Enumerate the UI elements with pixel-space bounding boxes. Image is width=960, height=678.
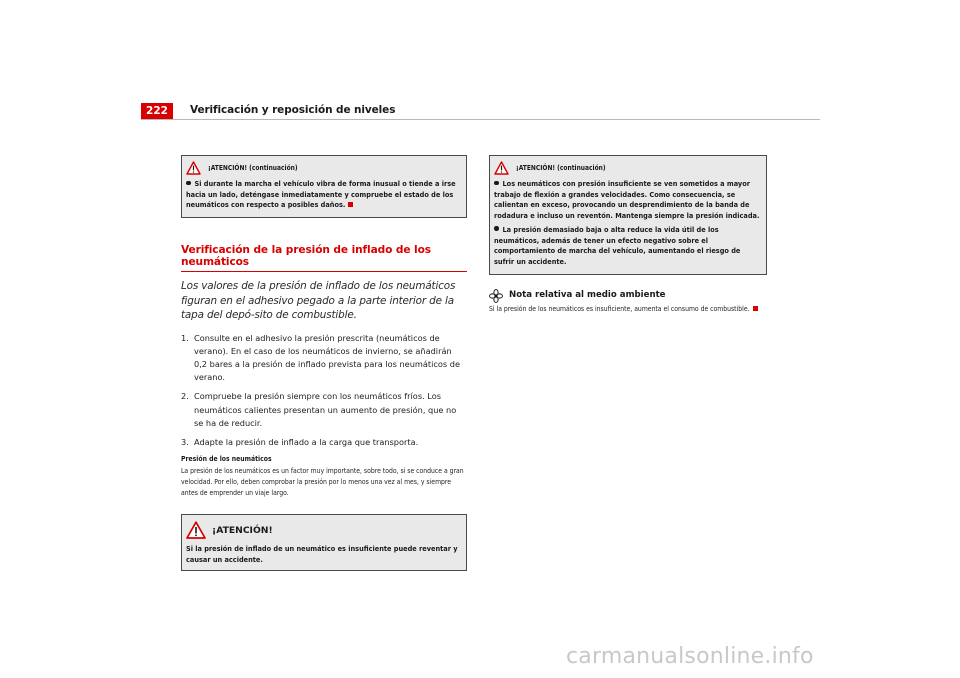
environment-note-text: Si la presión de los neumáticos es insuficiente, aumenta el consumo de combustible. [489,304,750,313]
warning-continuation-box [181,155,467,218]
section-heading: Verificación de la presión de inflado de los neumáticos [181,244,431,269]
bullet-icon [186,181,191,186]
step-text: Consulte en el adhesivo la presión prescrita (neumáticos de verano). En el caso de los neumáticos de invierno, se añadirán 0,2 bares a la presión de inflado prevista para los neumáticos de verano. [194,332,460,383]
warning-bullet [494,225,760,268]
left-column [181,155,467,571]
step-number: 1. [181,332,189,343]
warning-continuation-header [494,160,760,176]
warning-header [186,519,460,541]
bullet-icon [494,181,499,186]
warning-triangle-icon [186,521,206,539]
environment-note-body [489,304,767,315]
warning-continuation-box [489,155,767,275]
step-text: Adapte la presión de inflado a la carga que transporta. [194,437,419,448]
step-item [181,436,467,449]
warning-triangle-icon [186,161,201,175]
environment-note-title: Nota relativa al medio ambiente [509,289,666,300]
page-header-title: Verificación y reposición de niveles [190,104,396,116]
warning-continuation-heading: ¡ATENCIÓN! (continuación) [516,164,606,172]
page-number: 222 [141,103,173,119]
warning-box [181,514,467,571]
warning-continuation-header [186,160,460,176]
header-divider [141,119,820,120]
intro-paragraph: Los valores de la presión de inflado de los neumáticos figuran en el adhesivo pegado a la parte interior de la tapa del depó-sito de combustible. [181,280,456,322]
warning-bullet-text: Los neumáticos con presión insuficiente se ven sometidos a mayor trabajo de flexión a grandes velocidades. Como consecuencia, se calientan en exceso, provocando un desprendimiento de la banda de rodadura e incluso un reventón. Mantenga siempre la presión indicada. [494,179,760,221]
step-number: 2. [181,391,189,402]
end-square-icon [753,306,758,311]
right-column [489,155,767,314]
environment-note-header [489,287,767,303]
step-item [181,332,467,385]
warning-triangle-icon [494,161,509,175]
body-paragraph: La presión de los neumáticos es un factor muy importante, sobre todo, si se conduce a gran velocidad. Por ello, deben comprobar la presión por lo menos una vez al mes, y siempre antes de emprender un viaje largo. [181,467,464,498]
watermark: carmanualsonline.info [566,644,814,669]
step-item [181,390,467,430]
subheading: Presión de los neumáticos [181,455,272,464]
step-number: 3. [181,437,189,448]
warning-bullet [186,179,460,211]
bullet-icon [494,226,499,231]
section-divider [181,271,467,272]
warning-bullet-text: La presión demasiado baja o alta reduce la vida útil de los neumáticos, además de tener un efecto negativo sobre el comportamiento de marcha del vehículo, aumentando el riesgo de sufrir un accidente. [494,224,741,266]
warning-title: ¡ATENCIÓN! [212,524,273,536]
flower-icon [489,288,503,302]
end-square-icon [348,202,353,207]
warning-body: Si la presión de inflado de un neumático es insuficiente puede reventar y causar un accidente. [186,544,458,565]
warning-bullet [494,179,760,222]
warning-continuation-heading: ¡ATENCIÓN! (continuación) [208,164,298,172]
warning-bullet-text: Si durante la marcha el vehículo vibra de forma inusual o tiende a irse hacia un lado, deténgase inmediatamente y compruebe el estado de los neumáticos con respecto a posibles daños. [186,179,456,210]
steps-list [181,332,467,450]
step-text: Compruebe la presión siempre con los neumáticos fríos. Los neumáticos calientes presentan un aumento de presión, que no se ha de reducir. [194,391,457,428]
